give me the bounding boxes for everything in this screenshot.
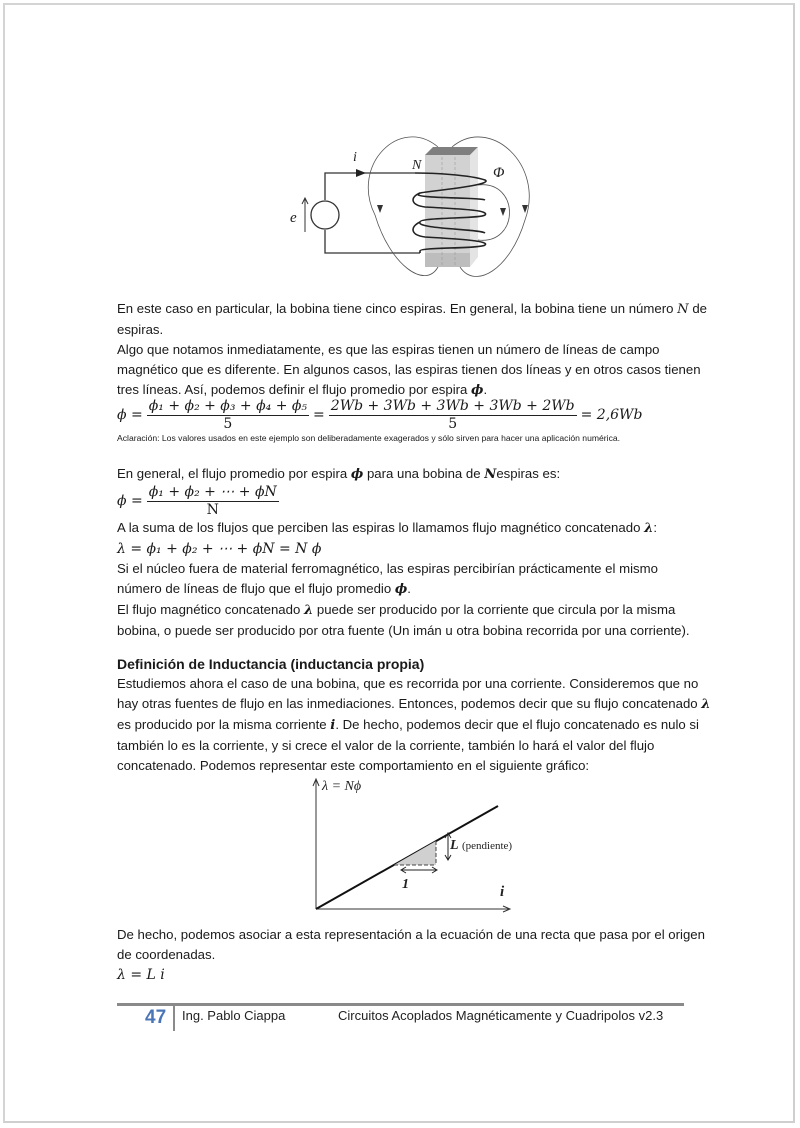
text-line: hay otras fuentes de flujo en las inmediaciones. Entonces, podemos decir que su flujo concatenado λ — [117, 696, 711, 712]
svg-text:i: i — [500, 884, 505, 900]
footer-author: Ing. Pablo Ciappa — [182, 1008, 286, 1023]
svg-text:Φ: Φ — [493, 165, 505, 181]
text-line: tres líneas. Así, podemos definir el flujo promedio por espira ϕ. — [117, 382, 488, 398]
coil-circuit-figure — [280, 125, 540, 285]
linear-graph-icon — [300, 772, 520, 917]
general-flux-section — [117, 464, 687, 485]
footer-divider — [117, 1003, 684, 1006]
average-flux-equation: ϕ = $\frac{\text{ϕ₁ + ϕ₂ + ϕ₃ + ϕ₄ + ϕ₅}}{5}$ = $\frac{2Wb + 3Wb + 3Wb + 3Wb + 2Wb}{5}$ = 2,6Wb — [117, 398, 643, 432]
text-line: bobina, o puede ser producido por otra fuente (Un imán u otra bobina recorrida por una corriente). — [117, 623, 690, 638]
linkage-section — [117, 518, 690, 641]
footer-document-title: Circuitos Acoplados Magnéticamente y Cuadripolos v2.3 — [338, 1008, 664, 1023]
svg-text:e: e — [290, 210, 297, 226]
conclusion-section — [117, 925, 705, 985]
text-line: número de líneas de flujo que el flujo promedio ϕ. — [117, 581, 411, 597]
clarification-note: Aclaración: Los valores usados en este ejemplo son deliberadamente exagerados y sólo sirven para hacer una aplicación numérica. — [117, 433, 621, 443]
text-line: Estudiemos ahora el caso de una bobina, que es recorrida por una corriente. Consideremos que no — [117, 676, 699, 691]
text-line: El flujo magnético concatenado λ puede ser producido por la corriente que circula por la misma — [117, 602, 676, 618]
text-line: Algo que notamos inmediatamente, es que las espiras tienen un número de líneas de campo — [117, 342, 660, 357]
svg-text:L: L — [450, 838, 459, 853]
page-number: 47 — [145, 1007, 167, 1028]
text-line: En general, el flujo promedio por espira ϕ para una bobina de Nespiras es: — [117, 466, 561, 482]
intro-paragraphs — [117, 299, 707, 401]
footer-separator — [173, 1005, 175, 1031]
text-line: espiras. — [117, 322, 164, 337]
text-line: En este caso en particular, la bobina tiene cinco espiras. En general, la bobina tiene un número N de — [117, 301, 707, 317]
text-line: De hecho, podemos asociar a esta representación a la ecuación de una recta que pasa por el origen — [117, 927, 705, 942]
text-line: concatenado. Podemos representar este comportamiento en el siguiente gráfico: — [117, 758, 590, 773]
text-line: magnético que es diferente. En algunos casos, las espiras tienen dos líneas y en otros casos tienen — [117, 362, 701, 377]
svg-text:1: 1 — [402, 877, 409, 892]
svg-text:λ = Nϕ: λ = Nϕ — [322, 779, 362, 794]
inductance-section — [117, 654, 711, 776]
svg-text:N: N — [412, 158, 422, 173]
inductance-equation: λ = L i — [117, 967, 165, 983]
section-heading: Definición de Inductancia (inductancia propia) — [117, 656, 425, 672]
text-line: también lo es la corriente, y si crece el valor de la corriente, también lo hará el valor del flujo — [117, 738, 655, 753]
flux-linkage-equation: λ = ϕ₁ + ϕ₂ + ⋯ + ϕN = N ϕ — [117, 541, 322, 557]
svg-text:i: i — [353, 150, 357, 165]
text-line: A la suma de los flujos que perciben las espiras lo llamamos flujo magnético concatenado λ: — [117, 520, 657, 536]
fraction: $\frac{2Wb + 3Wb + 3Wb + 3Wb + 2Wb}{5}$ — [330, 398, 575, 432]
coil-diagram-icon — [280, 125, 540, 285]
text-line: de coordenadas. — [117, 947, 216, 962]
text-line: es producido por la misma corriente i. De hecho, podemos decir que el flujo concatenado es nulo si — [117, 717, 699, 733]
fraction: $\frac{\text{ϕ₁ + ϕ₂ + ⋯ + ϕN}}{N}$ — [148, 484, 277, 518]
fraction: $\frac{\text{ϕ₁ + ϕ₂ + ϕ₃ + ϕ₄ + ϕ₅}}{5}$ — [148, 398, 308, 432]
svg-text:(pendiente): (pendiente) — [462, 840, 513, 852]
general-flux-equation: ϕ = $\frac{\text{ϕ₁ + ϕ₂ + ⋯ + ϕN}}{N}$ — [117, 484, 277, 518]
text-line: Si el núcleo fuera de material ferromagnético, las espiras percibirían prácticamente el mismo — [117, 561, 658, 576]
flux-current-graph — [300, 772, 520, 917]
